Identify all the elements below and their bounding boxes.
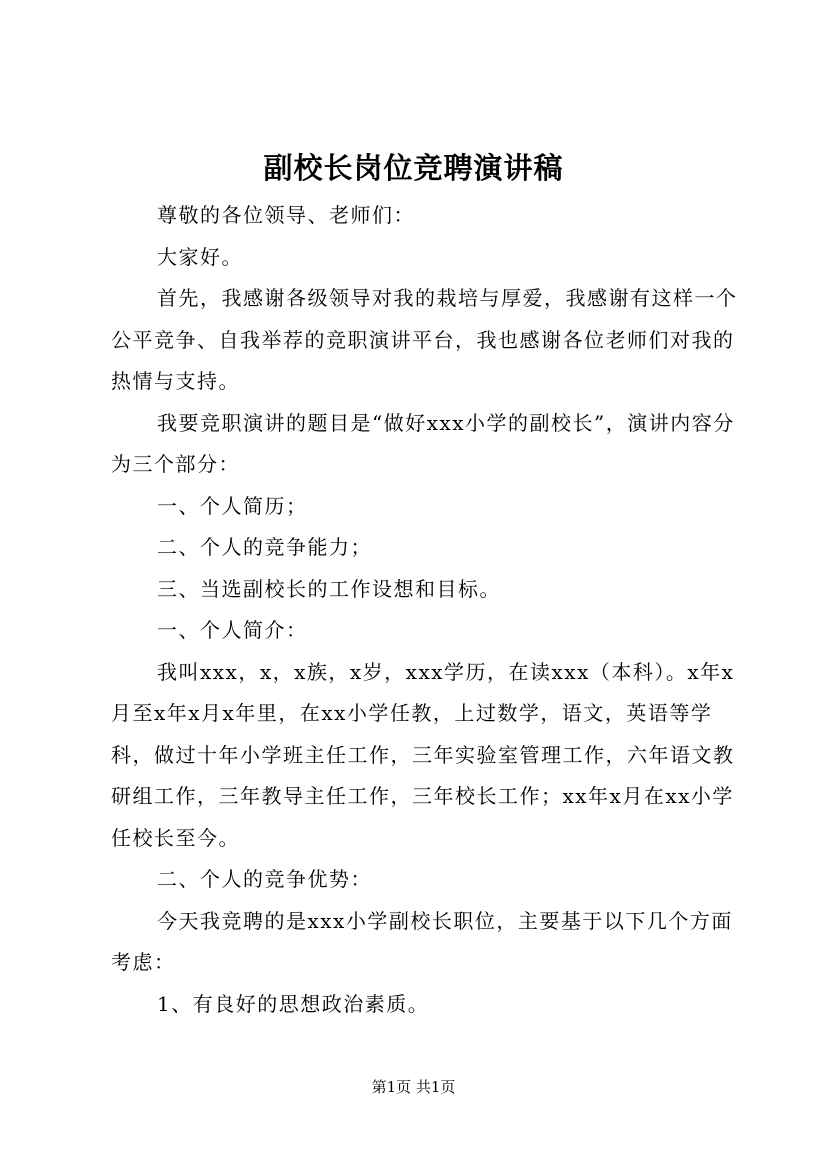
- outline-item-2: 二、个人的竞争能力；: [157, 535, 372, 559]
- greeting: 大家好。: [157, 244, 243, 269]
- paragraph-topic: 我要竞职演讲的题目是“做好xxx小学的副校长”，演讲内容分为三个部分：: [111, 410, 735, 476]
- section-heading-intro: 一、个人简介：: [157, 618, 308, 642]
- paragraph-position: 今天我竞聘的是xxx小学副校长职位，主要基于以下几个方面考虑：: [111, 908, 733, 974]
- paragraph-resume: 我叫xxx，x，x族，x岁，xxx学历，在读xxx（本科）。x年x月至x年x月x年里，在xx小学任教，上过数学，语文，英语等学科，做过十年小学班主任工作，三年实验室管理工作，六年语文教研组工作，三年教导主任工作，三年校长工作；xx年x月在xx小学任校长至今。: [111, 659, 735, 850]
- outline-item-3: 三、当选副校长的工作设想和目标。: [157, 576, 501, 601]
- point-1: 1、有良好的思想政治素质。: [157, 991, 430, 1016]
- outline-item-1: 一、个人简历；: [157, 493, 308, 518]
- paragraph-thanks: 首先，我感谢各级领导对我的栽培与厚爱，我感谢有这样一个公平竞争、自我举荐的竞职演讲平台，我也感谢各位老师们对我的热情与支持。: [111, 286, 738, 393]
- document-title: 副校长岗位竞聘演讲稿: [263, 151, 564, 185]
- page-footer: 第1页 共1页: [371, 1078, 456, 1096]
- document-body: [111, 195, 741, 1025]
- section-heading-advantages: 二、个人的竞争优势：: [157, 867, 372, 891]
- salutation: 尊敬的各位领导、老师们：: [157, 203, 415, 227]
